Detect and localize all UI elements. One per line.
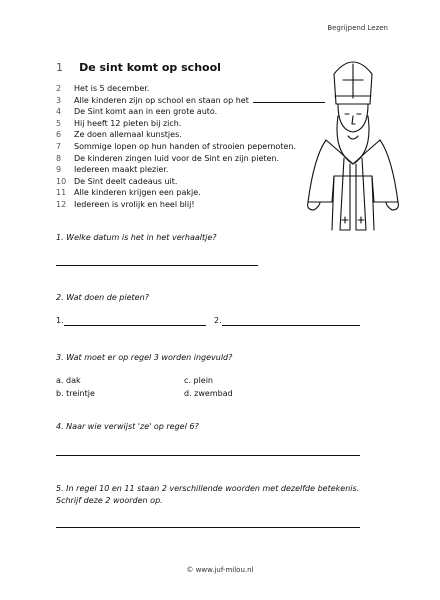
option-b[interactable]: b. treintje [56, 389, 95, 398]
question-4: 4. Naar wie verwijst 'ze' op regel 6? [56, 422, 199, 431]
line-number: 9 [56, 165, 62, 175]
answer-label-q2-2: 2. [214, 316, 222, 325]
header-label: Begrijpend Lezen [327, 24, 388, 32]
line-text: Alle kinderen zijn op school en staan op het [74, 95, 249, 105]
line-number: 11 [56, 188, 67, 198]
option-d[interactable]: d. zwembad [184, 389, 233, 398]
story-lines [56, 83, 316, 211]
answer-line-q2-2[interactable] [222, 325, 360, 326]
line-number: 7 [56, 141, 62, 151]
question-2: 2. Wat doen de pieten? [56, 293, 149, 302]
line-text: Ze doen allemaal kunstjes. [74, 130, 182, 140]
sinterklaas-illustration [298, 52, 408, 232]
line-number: 3 [56, 95, 62, 105]
line-text: De Sint deelt cadeaus uit. [74, 176, 178, 186]
alb [332, 176, 374, 230]
line-text: Iedereen is vrolijk en heel blij! [74, 199, 195, 209]
story-line [56, 106, 316, 118]
story-line [56, 95, 316, 107]
story-line [56, 118, 316, 130]
option-a[interactable]: a. dak [56, 376, 81, 385]
line-number: 5 [56, 118, 62, 128]
line-text: Sommige lopen op hun handen of strooien pepernoten. [74, 141, 296, 151]
line-text: Hij heeft 12 pieten bij zich. [74, 118, 182, 128]
question-5-line-1: 5. In regel 10 en 11 staan 2 verschillende woorden met dezelfde betekenis. [56, 484, 360, 493]
answer-line-q4[interactable] [56, 455, 360, 456]
question-1: 1. Welke datum is het in het verhaaltje? [56, 233, 217, 242]
footer-credit: © www.juf-milou.nl [186, 566, 254, 574]
option-c[interactable]: c. plein [184, 376, 213, 385]
hand-left [308, 202, 320, 210]
cape [326, 140, 380, 164]
answer-line-q2-1[interactable] [64, 325, 206, 326]
story-line [56, 199, 316, 211]
answer-line-q1[interactable] [56, 265, 258, 266]
hand-right [386, 202, 398, 210]
line-number: 4 [56, 107, 62, 117]
robe [308, 140, 398, 202]
question-5-line-2: Schrijf deze 2 woorden op. [56, 496, 163, 505]
line-number: 2 [56, 84, 62, 93]
line-text: De kinderen zingen luid voor de Sint en zijn pieten. [74, 153, 280, 163]
story-line [56, 164, 316, 176]
answer-line-q5[interactable] [56, 527, 360, 528]
line-number: 10 [56, 176, 67, 186]
story-line [56, 141, 316, 153]
line-number: 12 [56, 199, 67, 209]
story-line [56, 129, 316, 141]
story-title: De sint komt op school [79, 61, 221, 74]
line-text: Iedereen maakt plezier. [74, 165, 169, 175]
story-line [56, 153, 316, 165]
title-line-number: 1 [56, 61, 63, 74]
line-number: 8 [56, 153, 62, 163]
line-text: Alle kinderen krijgen een pakje. [74, 188, 201, 198]
line-number: 6 [56, 130, 62, 140]
story-line [56, 187, 316, 199]
story-title-row [56, 56, 221, 75]
line-text: Het is 5 december. [74, 84, 150, 93]
mitre-cross [343, 64, 363, 98]
line-text: De Sint komt aan in een grote auto. [74, 107, 218, 117]
question-3: 3. Wat moet er op regel 3 worden ingevuld? [56, 353, 233, 362]
story-line [56, 83, 316, 95]
story-line [56, 176, 316, 188]
answer-label-q2-1: 1. [56, 316, 64, 325]
